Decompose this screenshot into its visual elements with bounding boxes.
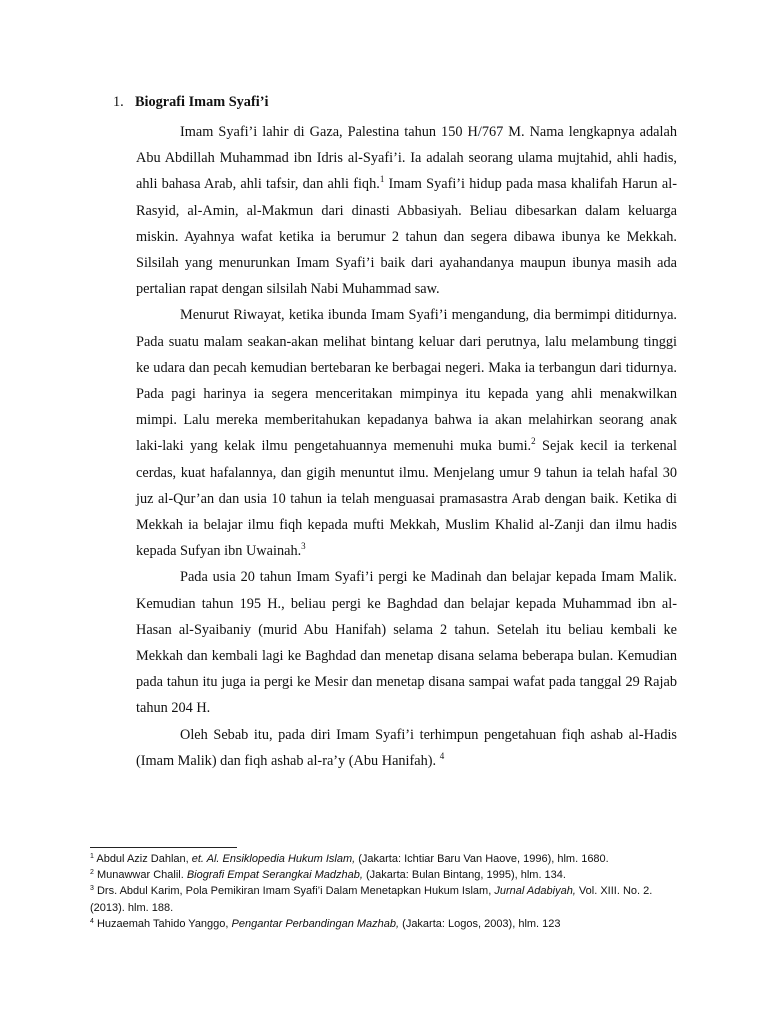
footnote-4: [90, 916, 680, 932]
footnote-title: Jurnal Adabiyah,: [494, 885, 576, 898]
section-heading: [113, 92, 268, 112]
footnote-ref-2[interactable]: 2: [531, 436, 536, 447]
footnotes: [90, 851, 680, 932]
paragraph-birth: [136, 119, 677, 302]
footnote-ref-1[interactable]: 1: [379, 174, 385, 185]
paragraph-childhood: [136, 302, 677, 564]
paragraph-text: Imam Syafi’i lahir di Gaza, Palestina tahun 150 H/767 M. Nama lengkapnya adalah Abu Abdillah Muhammad ibn Idris al-Syafi’i. Ia adalah seorang ulama mujtahid, ahli hadis, ahli bahasa Arab, ahli tafsir, dan ahli fiqh.: [136, 124, 677, 193]
footnote-separator: [90, 847, 237, 848]
paragraph-travels: [136, 564, 677, 721]
paragraph-conclusion: [136, 722, 677, 774]
footnote-text: Vol. XIII. No. 2. (2013). hlm. 188.: [90, 885, 653, 914]
footnote-number: 3: [90, 885, 94, 893]
footnote-3: [90, 883, 680, 915]
paragraph-text: Menurut Riwayat, ketika ibunda Imam Syafi’i mengandung, dia bermimpi ditidurnya. Pada suatu malam seakan-akan melihat bintang keluar dari perutnya, lalu melambung tinggi ke udara dan pecah kemudian bertebaran ke berbagai negeri. Maka ia terbangun dari tidurnya. Pada pagi harinya ia segera menceritakan mimpinya itu kepada yang ahli menakwilkan mimpi. Lalu mereka memberitahukan kepadanya bahwa ia akan melahirkan seorang anak laki-laki yang kelak ilmu pengetahuannya memenuhi muka bumi.: [136, 307, 677, 455]
footnote-text: Huzaemah Tahido Yanggo,: [96, 917, 232, 930]
footnote-text: (Jakarta: Logos, 2003), hlm. 123: [399, 917, 561, 930]
footnote-text: Munawwar Chalil.: [96, 869, 187, 882]
paragraph-text: Imam Syafi’i hidup pada masa khalifah Harun al-Rasyid, al-Amin, al-Makmun dari dinasti Abbasiyah. Beliau dibesarkan dalam keluarga miskin. Ayahnya wafat ketika ia berumur 2 tahun dan segera dibawa ibunya ke Mekkah. Silsilah yang menurunkan Imam Syafi’i baik dari ayahandanya maupun ibunya masih ada pertalian rapat dengan silsilah Nabi Muhammad saw.: [136, 176, 677, 298]
footnote-text: (Jakarta: Ichtiar Baru Van Haove, 1996), hlm. 1680.: [355, 853, 609, 865]
footnote-number: 2: [90, 869, 94, 877]
footnote-ref-4[interactable]: 4: [439, 750, 445, 761]
footnote-title: Pengantar Perbandingan Mazhab,: [231, 917, 400, 930]
footnote-text: Abdul Aziz Dahlan,: [96, 853, 192, 865]
footnote-1: [90, 851, 680, 867]
footnote-text: (Jakarta: Bulan Bintang, 1995), hlm. 134.: [362, 869, 566, 882]
paragraph-text: Sejak kecil ia terkenal cerdas, kuat hafalannya, dan gigih menuntut ilmu. Menjelang umur 9 tahun ia telah hafal 30 juz al-Qur’an dan usia 10 tahun ia telah menguasai pramasastra Arab dengan baik. Ketika di Mekkah ia belajar ilmu fiqh kepada mufti Mekkah, Muslim Khalid al-Zanji dan ilmu hadis kepada Sufyan ibn Uwainah.: [136, 438, 677, 560]
footnote-number: 1: [90, 853, 94, 860]
footnote-2: [90, 867, 680, 883]
section-number: 1.: [113, 94, 124, 110]
paragraph-text: Oleh Sebab itu, pada diri Imam Syafi’i terhimpun pengetahuan fiqh ashab al-Hadis (Imam Malik) dan fiqh ashab al-ra’y (Abu Hanifah).: [136, 726, 677, 769]
footnote-text: Drs. Abdul Karim, Pola Pemikiran Imam Syafi’i Dalam Menetapkan Hukum Islam,: [96, 885, 495, 898]
footnote-title: Biografi Empat Serangkai Madzhab,: [186, 869, 363, 882]
paragraph-text: Pada usia 20 tahun Imam Syafi’i pergi ke Madinah dan belajar kepada Imam Malik. Kemudian tahun 195 H., beliau pergi ke Baghdad dan belajar kepada Muhammad ibn al-Hasan al-Syaibaniy (murid Abu Hanifah) selama 2 tahun. Setelah itu beliau kembali ke Mekkah dan kembali lagi ke Baghdad dan menetap disana selama beberapa bulan. Kemudian pada tahun itu juga ia pergi ke Mesir dan menetap disana sampai wafat pada tanggal 29 Rajab tahun 204 H.: [136, 569, 677, 717]
footnote-number: 4: [90, 917, 94, 925]
section-title: Biografi Imam Syafi’i: [135, 94, 269, 110]
footnote-title: et. Al. Ensiklopedia Hukum Islam,: [191, 853, 356, 865]
body-text: [136, 119, 677, 774]
footnote-ref-3[interactable]: 3: [301, 541, 306, 552]
